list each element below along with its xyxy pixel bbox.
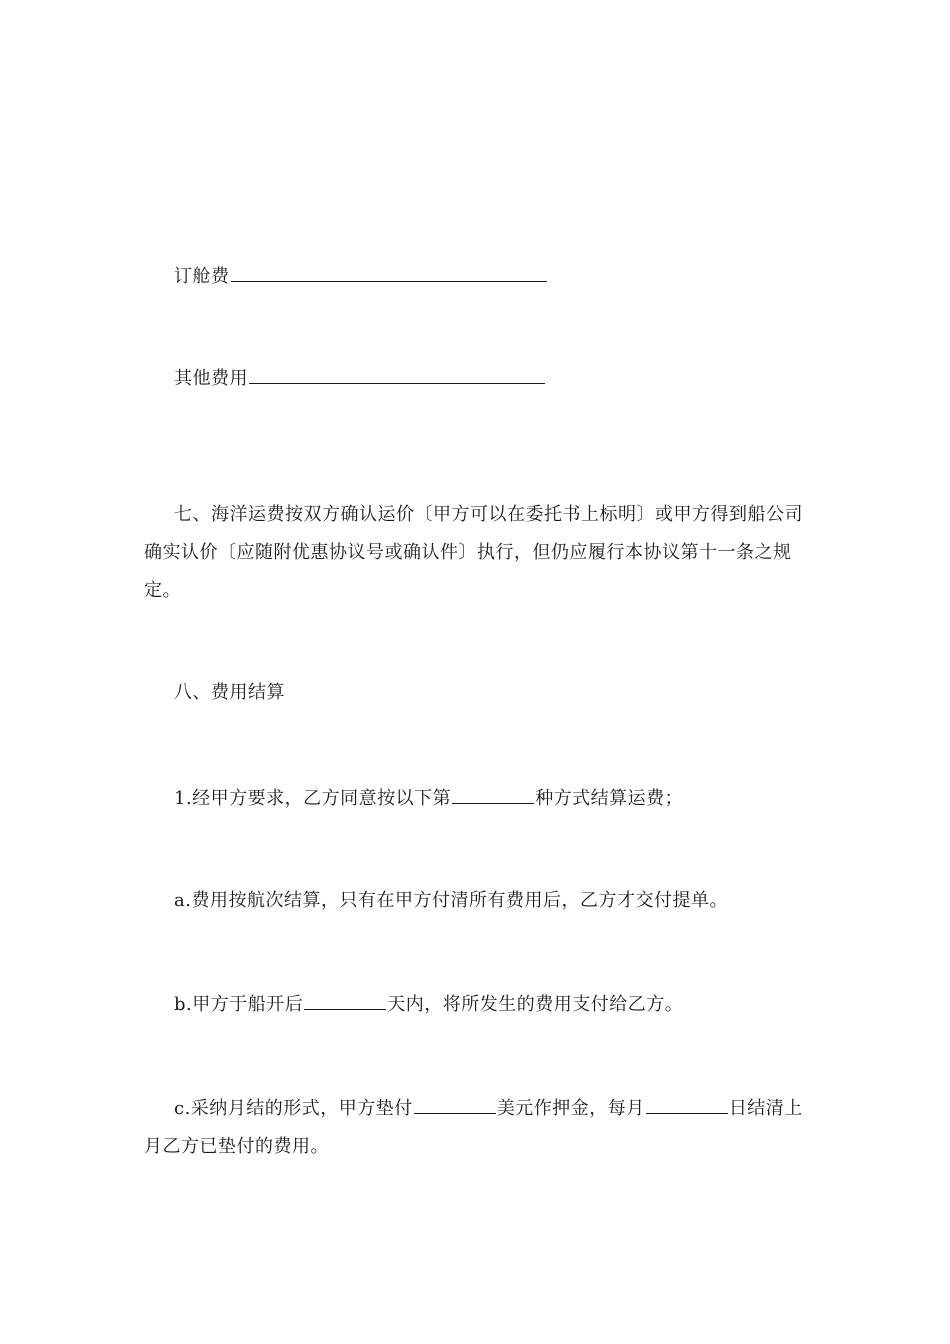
clause-8-item-a xyxy=(144,882,809,920)
item-a-text: a.费用按航次结算，只有在甲方付清所有费用后，乙方才交付提单。 xyxy=(174,890,728,911)
item-1-blank xyxy=(452,785,534,804)
clause-8-item-b xyxy=(144,986,809,1024)
other-fees-blank xyxy=(249,365,545,384)
item-c-deposit-blank xyxy=(414,1095,496,1114)
item-b-blank xyxy=(304,991,386,1010)
item-c-day-blank xyxy=(646,1095,728,1114)
other-fees-label: 其他费用 xyxy=(174,368,248,389)
booking-fee-blank xyxy=(231,263,547,282)
clause-8-heading-text: 八、费用结算 xyxy=(174,682,285,703)
item-c-middle: 美元作押金，每月 xyxy=(496,1098,645,1119)
item-1-after: 种方式结算运费； xyxy=(535,788,684,809)
item-c-before: c.采纳月结的形式，甲方垫付 xyxy=(174,1098,413,1119)
booking-fee-label: 订舱费 xyxy=(174,266,230,287)
other-fees-line xyxy=(144,360,809,398)
clause-7 xyxy=(144,496,809,610)
booking-fee-line xyxy=(144,258,809,296)
item-b-before: b.甲方于船开后 xyxy=(174,994,304,1015)
item-b-after: 天内，将所发生的费用支付给乙方。 xyxy=(387,994,684,1015)
item-c-after: 日结清上月乙方已垫付的费用。 xyxy=(144,1098,803,1157)
clause-7-text: 七、海洋运费按双方确认运价〔甲方可以在委托书上标明〕或甲方得到船公司确实认价〔应随附优惠协议号或确认件〕执行，但仍应履行本协议第十一条之规定。 xyxy=(144,504,803,601)
clause-8-heading xyxy=(144,674,809,712)
clause-8-item-c xyxy=(144,1090,809,1166)
clause-8-item-1 xyxy=(144,780,809,818)
item-1-before: 1.经甲方要求，乙方同意按以下第 xyxy=(174,788,452,809)
